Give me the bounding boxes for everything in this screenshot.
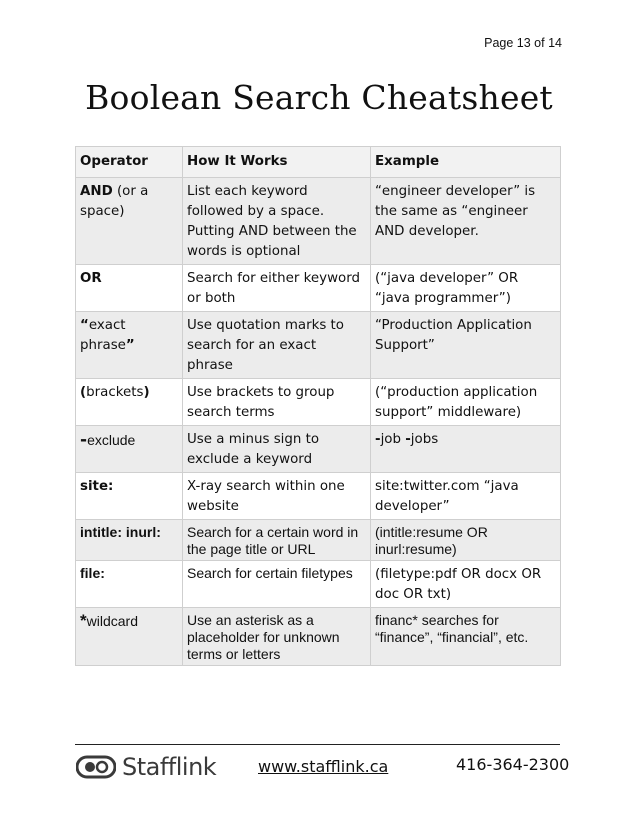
- table-header-row: [76, 147, 561, 178]
- example-cell: (“java developer” OR “java programmer”): [371, 265, 561, 312]
- stafflink-logo: [76, 752, 236, 782]
- table-row: [76, 561, 561, 608]
- operator-cell: (brackets): [76, 379, 183, 426]
- table-row: [76, 608, 561, 666]
- table-row: [76, 520, 561, 561]
- table-row: [76, 473, 561, 520]
- example-cell: (filetype:pdf OR docx OR doc OR txt): [371, 561, 561, 608]
- header-how-it-works: How It Works: [183, 147, 371, 178]
- how-cell: Use brackets to group search terms: [183, 379, 371, 426]
- how-cell: Use an asterisk as a placeholder for unknown terms or letters: [183, 608, 371, 666]
- how-cell: Use a minus sign to exclude a keyword: [183, 426, 371, 473]
- page-title: Boolean Search Cheatsheet: [85, 78, 553, 117]
- operator-cell: *wildcard: [76, 608, 183, 666]
- operator-cell: -exclude: [76, 426, 183, 473]
- table-row: [76, 426, 561, 473]
- example-cell: -job -jobs: [371, 426, 561, 473]
- how-cell: Use quotation marks to search for an exact phrase: [183, 312, 371, 379]
- header-example: Example: [371, 147, 561, 178]
- table-row: [76, 265, 561, 312]
- operator-cell: OR: [76, 265, 183, 312]
- footer-divider: [75, 744, 560, 745]
- logo-text: Stafflink: [122, 753, 217, 781]
- stafflink-logo-icon: [76, 754, 116, 780]
- example-cell: “Production Application Support”: [371, 312, 561, 379]
- table-row: [76, 312, 561, 379]
- phone-number: 416-364-2300: [456, 755, 570, 774]
- website-link[interactable]: www.stafflink.ca: [258, 757, 389, 776]
- how-cell: Search for either keyword or both: [183, 265, 371, 312]
- operator-cell: file:: [76, 561, 183, 608]
- how-cell: X-ray search within one website: [183, 473, 371, 520]
- operator-cell: “exact phrase”: [76, 312, 183, 379]
- operator-cell: intitle: inurl:: [76, 520, 183, 561]
- example-cell: site:twitter.com “java developer”: [371, 473, 561, 520]
- operator-cell: AND (or a space): [76, 178, 183, 265]
- example-cell: financ* searches for “finance”, “financial”, etc.: [371, 608, 561, 666]
- example-cell: (intitle:resume OR inurl:resume): [371, 520, 561, 561]
- header-operator: Operator: [76, 147, 183, 178]
- cheatsheet-table: [75, 146, 561, 666]
- how-cell: List each keyword followed by a space. Putting AND between the words is optional: [183, 178, 371, 265]
- operator-cell: site:: [76, 473, 183, 520]
- example-cell: “engineer developer” is the same as “engineer AND developer.: [371, 178, 561, 265]
- table-row: [76, 379, 561, 426]
- how-cell: Search for a certain word in the page title or URL: [183, 520, 371, 561]
- how-cell: Search for certain filetypes: [183, 561, 371, 608]
- example-cell: (“production application support” middleware): [371, 379, 561, 426]
- page-number: Page 13 of 14: [484, 36, 562, 50]
- table-row: [76, 178, 561, 265]
